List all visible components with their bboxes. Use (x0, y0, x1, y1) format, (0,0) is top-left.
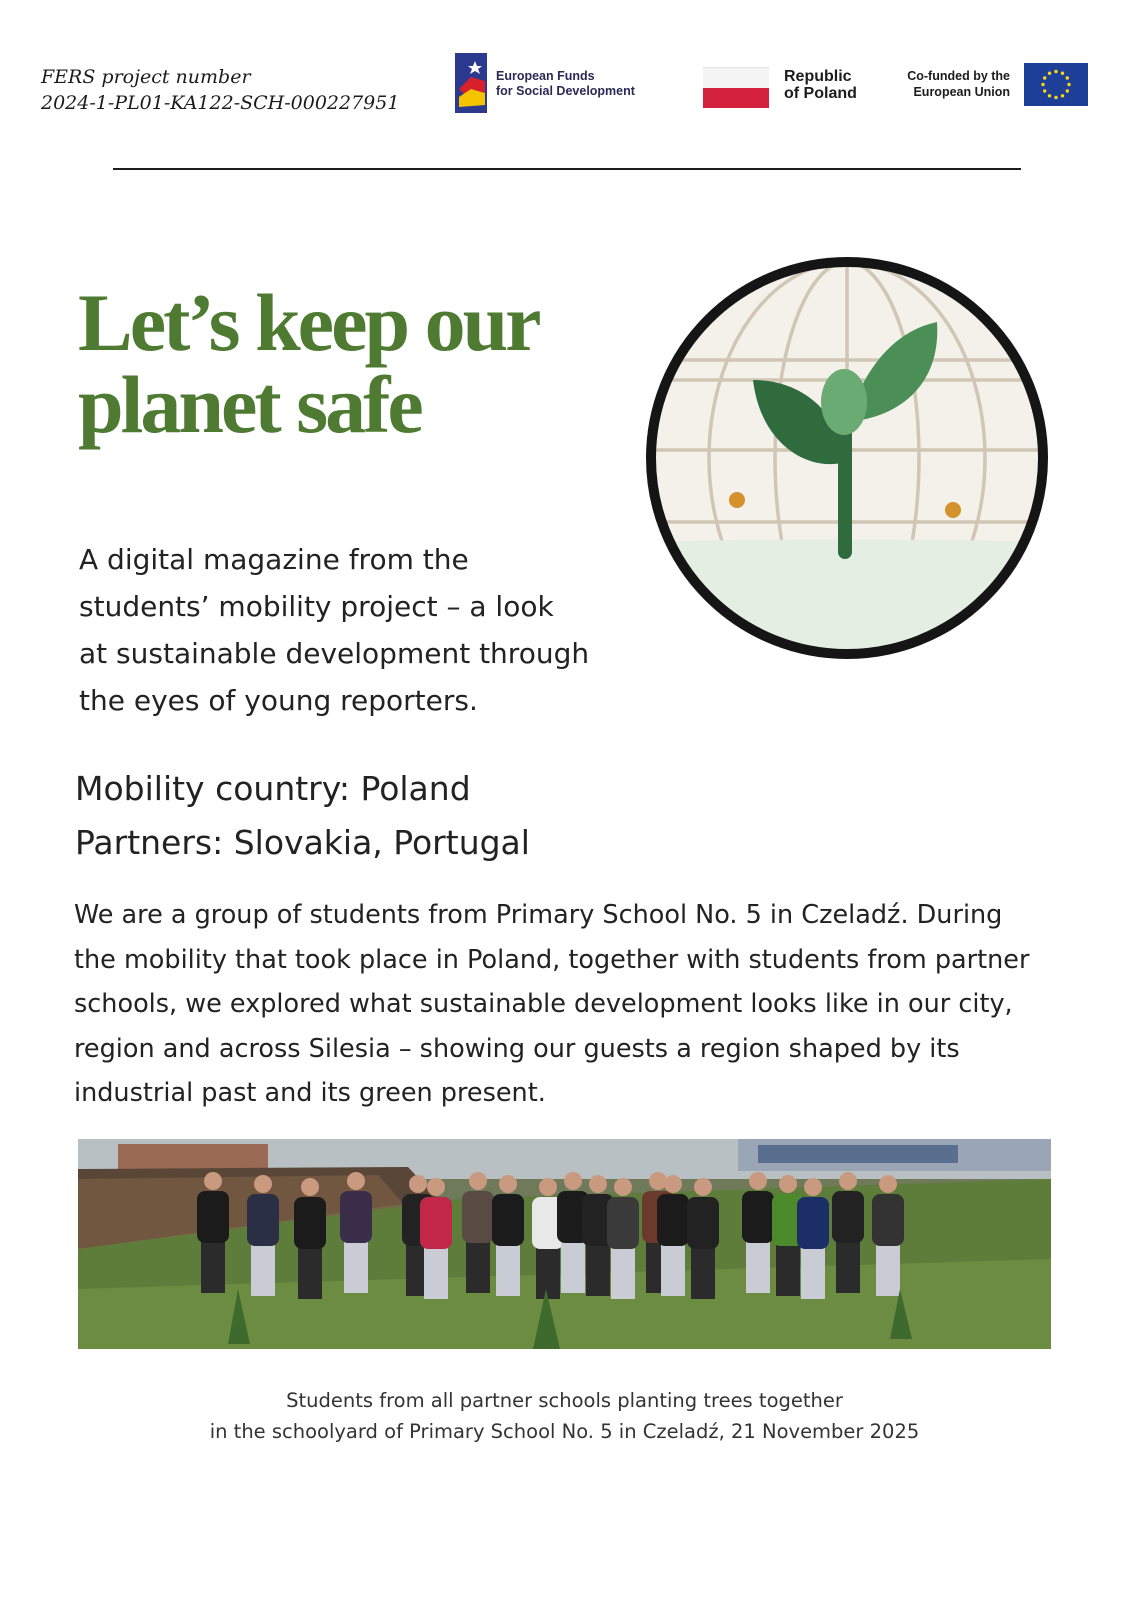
page-title (78, 277, 539, 450)
eu-star-icon (1066, 89, 1069, 92)
poland-flag-icon (703, 67, 769, 107)
mobility-info (75, 762, 530, 870)
poland-logo-text: Republic of Poland (784, 68, 857, 102)
group-photo (78, 1139, 1051, 1349)
title-line-1: Let’s keep our (78, 277, 539, 368)
eu-star-icon (1041, 83, 1044, 86)
eu-star-icon (1048, 72, 1051, 75)
eu-star-icon (1054, 96, 1057, 99)
eu-flag-icon (1024, 63, 1088, 106)
intro-paragraph: A digital magazine from the students’ mobility project – a look at sustainable development through the eyes of young reporters. (79, 543, 590, 717)
fers-logo-icon (455, 53, 487, 113)
eu-star-icon (1048, 94, 1051, 97)
globe-sprout-icon (641, 252, 1053, 664)
eu-star-icon (1061, 94, 1064, 97)
eu-star-icon (1066, 76, 1069, 79)
fers-logo-text: European Funds for Social Development (496, 69, 635, 98)
eu-star-icon (1061, 72, 1064, 75)
eu-logo-text: Co-funded by the European Union (907, 69, 1010, 99)
eu-star-icon (1067, 83, 1070, 86)
project-number-block (41, 64, 399, 116)
header-divider (113, 168, 1021, 170)
eu-star-icon (1043, 89, 1046, 92)
title-line-2: planet safe (78, 359, 421, 450)
project-label: FERS project number (41, 66, 251, 88)
body-paragraph: We are a group of students from Primary School No. 5 in Czeladź. During the mobility that took place in Poland, together with students from partner schools, we explored what sustainable development looks like in our city, region and across Silesia – showing our guests a region shaped by its industrial past and its green present. (74, 900, 1030, 1108)
mobility-partners: Partners: Slovakia, Portugal (75, 823, 530, 862)
photo-caption: Students from all partner schools planting trees together in the schoolyard of Primary School No. 5 in Czeladź, 21 November 2025 (209, 1389, 920, 1443)
mobility-country: Mobility country: Poland (75, 769, 471, 808)
eu-star-icon (1054, 70, 1057, 73)
eu-star-icon (1043, 76, 1046, 79)
project-number: 2024-1-PL01-KA122-SCH-000227951 (41, 92, 400, 114)
